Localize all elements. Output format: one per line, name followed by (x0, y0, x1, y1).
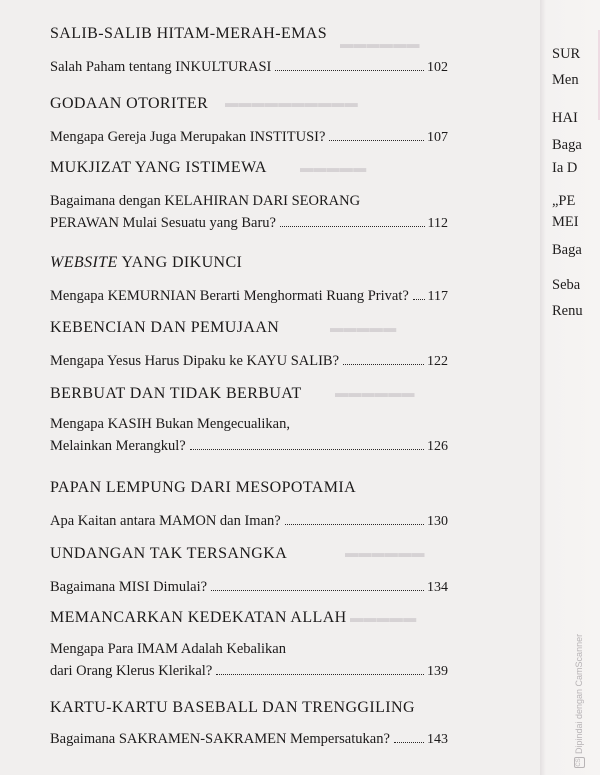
toc-entry (50, 24, 450, 79)
dot-leader (285, 524, 424, 525)
toc-entry-subtitle: Melainkan Merangkul? (50, 438, 186, 454)
facing-page-text: SUR (552, 46, 581, 62)
toc-entry (50, 318, 450, 373)
facing-page-text: Men (552, 72, 579, 88)
dot-leader (190, 449, 424, 450)
facing-page-text: HAI (552, 110, 578, 126)
toc-entry (50, 698, 450, 751)
toc-entry-title: MEMANCARKAN KEDEKATAN ALLAH (50, 609, 347, 626)
toc-entry (50, 384, 450, 458)
toc-entry-title: KARTU-KARTU BASEBALL DAN TRENGGILING (50, 699, 415, 716)
toc-entry-page-number: 130 (427, 514, 448, 529)
dot-leader (329, 140, 424, 141)
toc-entry (50, 158, 450, 235)
bleed-through-text: ▬▬▬▬▬ (350, 610, 417, 625)
dot-leader (394, 742, 424, 743)
facing-page-text: MEI (552, 214, 579, 230)
toc-entry-subtitle: Bagaimana SAKRAMEN-SAKRAMEN Mempersatukan? (50, 731, 390, 747)
toc-entry-page-number: 122 (427, 354, 448, 369)
toc-entry-title-italic: WEBSITE (50, 254, 118, 271)
toc-entry-subtitle-line (50, 435, 448, 458)
toc-entry-subtitle-line (50, 728, 448, 751)
toc-entry-page-number: 139 (427, 664, 448, 679)
toc-entry-subtitle-line (50, 638, 448, 660)
bleed-through-text: ▬▬▬▬▬▬ (345, 545, 425, 560)
toc-entry-subtitle: Mengapa Para IMAM Adalah Kebalikan (50, 641, 286, 657)
toc-entry-subtitle: Mengapa KEMURNIAN Berarti Menghormati Ruang Privat? (50, 288, 409, 304)
toc-entry-title: KEBENCIAN DAN PEMUJAAN (50, 319, 280, 336)
toc-entry-title: BERBUAT DAN TIDAK BERBUAT (50, 385, 302, 402)
dot-leader (211, 590, 424, 591)
toc-entry-subtitle-line (50, 576, 448, 599)
bleed-through-text: ▬▬▬▬▬ (300, 160, 367, 175)
toc-entry-page-number: 117 (427, 289, 448, 304)
toc-entry-page-number: 112 (427, 216, 448, 231)
scanner-watermark (574, 634, 585, 768)
toc-entry-title: PAPAN LEMPUNG DARI MESOPOTAMIA (50, 479, 357, 496)
toc-entry (50, 478, 450, 533)
facing-page-text: Baga (552, 242, 582, 258)
bleed-through-text: ▬▬▬▬▬ (330, 320, 397, 335)
toc-entry-title: GODAAN OTORITER (50, 95, 209, 112)
facing-page-text: Renu (552, 303, 583, 319)
toc-entry-subtitle-line (50, 285, 448, 308)
toc-entry-title-rest: YANG DIKUNCI (117, 254, 243, 271)
dot-leader (343, 364, 424, 365)
toc-entry (50, 608, 450, 683)
toc-entry-title (50, 253, 450, 273)
dot-leader (275, 70, 424, 71)
toc-entry-title: UNDANGAN TAK TERSANGKA (50, 545, 288, 562)
toc-entry-page-number: 107 (427, 130, 448, 145)
scanner-watermark-text: Dipindai dengan CamScanner (574, 633, 584, 754)
toc-entry-subtitle-line (50, 413, 448, 435)
toc-entry-title: MUKJIZAT YANG ISTIMEWA (50, 159, 267, 176)
toc-entry (50, 253, 450, 308)
toc-entry (50, 544, 450, 599)
dot-leader (413, 299, 425, 300)
toc-entry-page-number: 134 (427, 580, 448, 595)
bleed-through-text: ▬▬▬▬▬▬ (335, 385, 415, 400)
toc-entry-subtitle-line (50, 660, 448, 683)
dot-leader (280, 226, 425, 227)
bleed-through-text: ▬▬▬▬▬▬ (340, 36, 420, 51)
facing-page-text: Seba (552, 277, 581, 293)
facing-page-text: Baga (552, 137, 582, 153)
toc-entry-subtitle-line (50, 350, 448, 373)
camscanner-logo-icon: CS (574, 757, 585, 768)
toc-entry (50, 94, 450, 149)
toc-entry-subtitle: Apa Kaitan antara MAMON dan Iman? (50, 513, 281, 529)
bleed-through-text: ▬▬▬▬▬▬▬▬▬▬ (225, 95, 358, 110)
toc-entry-subtitle: Mengapa KASIH Bukan Mengecualikan, (50, 416, 290, 432)
toc-entry-subtitle: Bagaimana MISI Dimulai? (50, 579, 208, 595)
toc-entry-page-number: 143 (427, 732, 448, 747)
facing-page-text: „PE (552, 193, 576, 209)
toc-entry-subtitle: Salah Paham tentang INKULTURASI (50, 59, 272, 75)
dot-leader (216, 674, 424, 675)
toc-entry-subtitle-line (50, 190, 448, 212)
toc-entry-page-number: 102 (427, 60, 448, 75)
toc-entry-subtitle: Mengapa Yesus Harus Dipaku ke KAYU SALIB? (50, 353, 340, 369)
toc-entry-subtitle-line (50, 510, 448, 533)
facing-page-text: Ia D (552, 160, 578, 176)
toc-entry-subtitle-line (50, 126, 448, 149)
toc-entry-subtitle: Mengapa Gereja Juga Merupakan INSTITUSI? (50, 129, 326, 145)
toc-entry-subtitle: Bagaimana dengan KELAHIRAN DARI SEORANG (50, 193, 361, 209)
toc-entry-title: SALIB-SALIB HITAM-MERAH-EMAS (50, 25, 328, 42)
toc-entry-subtitle-line (50, 56, 448, 79)
toc-entry-subtitle: PERAWAN Mulai Sesuatu yang Baru? (50, 215, 276, 231)
toc-entry-page-number: 126 (427, 439, 448, 454)
toc-entry-subtitle: dari Orang Klerus Klerikal? (50, 663, 213, 679)
toc-entry-subtitle-line (50, 212, 448, 235)
